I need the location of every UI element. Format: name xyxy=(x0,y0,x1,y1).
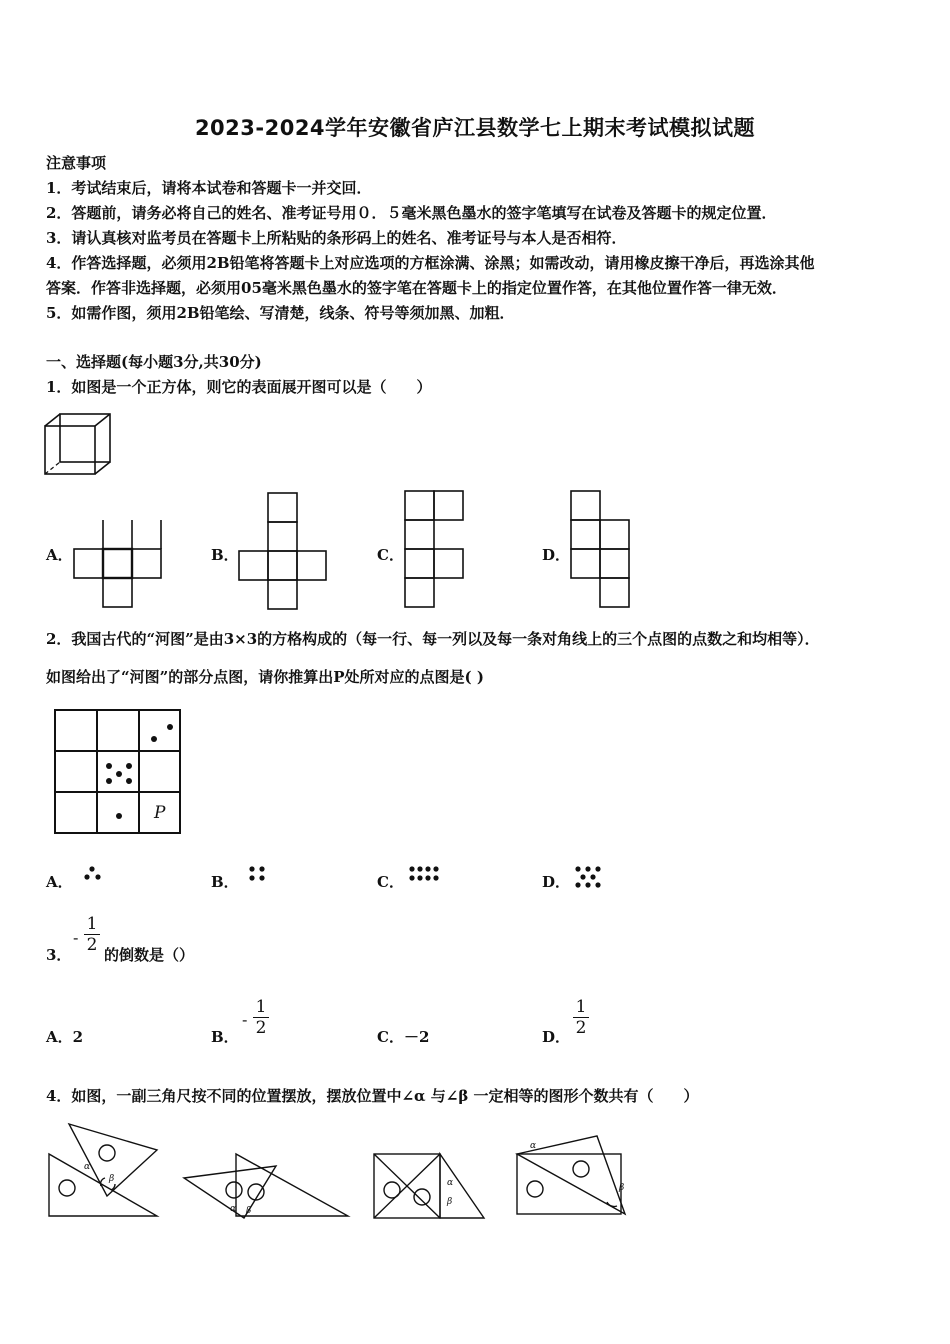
q4-fig1-beta: β xyxy=(109,1174,115,1184)
q1-net-d xyxy=(568,488,638,613)
question-4-stem: 4．如图，一副三角尺按不同的位置摆放，摆放位置中∠α 与∠β 一定相等的图形个数共有（ ） xyxy=(46,1087,699,1105)
q4-fig3-alpha: α xyxy=(447,1178,454,1188)
q3-frac-num: 1 xyxy=(86,914,98,934)
q2-dots-c xyxy=(408,865,440,881)
q1-option-d[interactable]: D． xyxy=(542,546,571,564)
q3-frac-den: 2 xyxy=(84,934,100,955)
q2-option-b[interactable]: B． xyxy=(211,873,239,891)
q4-fig1-alpha: α xyxy=(84,1162,91,1172)
q1-net-b xyxy=(236,490,336,615)
notice-item: 2．答题前，请务必将自己的姓名、准考证号用０．５毫米黑色墨水的签字笔填写在试卷及答题卡的规定位置． xyxy=(46,204,777,222)
q1-option-b[interactable]: B． xyxy=(211,546,239,564)
q2-dots-a xyxy=(84,865,104,881)
notice-item: 答案．作答非选择题，必须用05毫米黑色墨水的签字笔在答题卡上的指定位置作答，在其他位置作答一律无效． xyxy=(46,279,787,297)
question-3-stem: 的倒数是（） xyxy=(104,946,195,964)
q3-option-b-den: 2 xyxy=(253,1017,269,1038)
q4-fig4-beta: β xyxy=(619,1183,625,1193)
question-3-number: 3． xyxy=(46,946,72,964)
q2-dots-b xyxy=(248,865,268,881)
notice-item: 3．请认真核对监考员在答题卡上所粘贴的条形码上的姓名、准考证号与本人是否相符． xyxy=(46,229,627,247)
cube-figure xyxy=(40,410,115,480)
q4-fig2-beta: β xyxy=(246,1206,252,1216)
q3-neg-sign: - xyxy=(73,928,79,947)
q3-option-b-label[interactable]: B． xyxy=(211,1028,239,1046)
question-1-stem: 1．如图是一个正方体，则它的表面展开图可以是（ ） xyxy=(46,378,432,396)
q4-fig3-beta: β xyxy=(447,1197,453,1207)
q4-fig2-alpha: α xyxy=(230,1204,237,1214)
q3-option-b-sign: - xyxy=(242,1010,248,1029)
q4-figure-3 xyxy=(370,1150,490,1222)
q3-option-d-num: 1 xyxy=(575,997,587,1017)
q4-figure-2 xyxy=(180,1148,355,1222)
q2-dots-d xyxy=(574,865,606,891)
question-2-stem-line2: 如图给出了“河图”的部分点图，请你推算出P处所对应的点图是( ) xyxy=(46,668,484,686)
q4-fig4-alpha: α xyxy=(530,1141,537,1151)
q3-option-c[interactable]: C．－2 xyxy=(377,1028,430,1046)
q3-option-d-fraction xyxy=(573,997,589,1038)
notice-item: 4．作答选择题，必须用2B铅笔将答题卡上对应选项的方框涂满、涂黑；如需改动，请用橡皮擦干净后，再选涂其他 xyxy=(46,254,815,272)
q3-option-d-den: 2 xyxy=(573,1017,589,1038)
page-title: 2023-2024学年安徽省庐江县数学七上期末考试模拟试题 xyxy=(194,116,756,140)
q3-option-d-label[interactable]: D． xyxy=(542,1028,571,1046)
q3-option-b-num: 1 xyxy=(255,997,267,1017)
grid-label-p: P xyxy=(154,803,166,823)
notice-item: 1．考试结束后，请将本试卷和答题卡一并交回． xyxy=(46,179,372,197)
q3-option-a[interactable]: A．2 xyxy=(46,1028,84,1046)
q1-option-a[interactable]: A． xyxy=(46,546,73,564)
q3-option-b-fraction xyxy=(253,997,269,1038)
q3-fraction xyxy=(84,914,100,955)
q2-option-c[interactable]: C． xyxy=(377,873,404,891)
notice-heading: 注意事项 xyxy=(46,154,107,172)
notice-item: 5．如需作图，须用2B铅笔绘、写清楚，线条、符号等须加黑、加粗． xyxy=(46,304,515,322)
q2-option-a[interactable]: A． xyxy=(46,873,73,891)
section-heading: 一、选择题(每小题3分,共30分) xyxy=(46,353,262,371)
q1-net-c xyxy=(402,488,472,613)
q1-option-c[interactable]: C． xyxy=(377,546,404,564)
q2-option-d[interactable]: D． xyxy=(542,873,571,891)
q4-figure-1 xyxy=(45,1120,165,1222)
q1-net-a xyxy=(70,515,170,615)
question-2-stem-line1: 2．我国古代的“河图”是由3×3的方格构成的（每一行、每一列以及每一条对角线上的三个点图的点数之和均相等）． xyxy=(46,630,820,648)
